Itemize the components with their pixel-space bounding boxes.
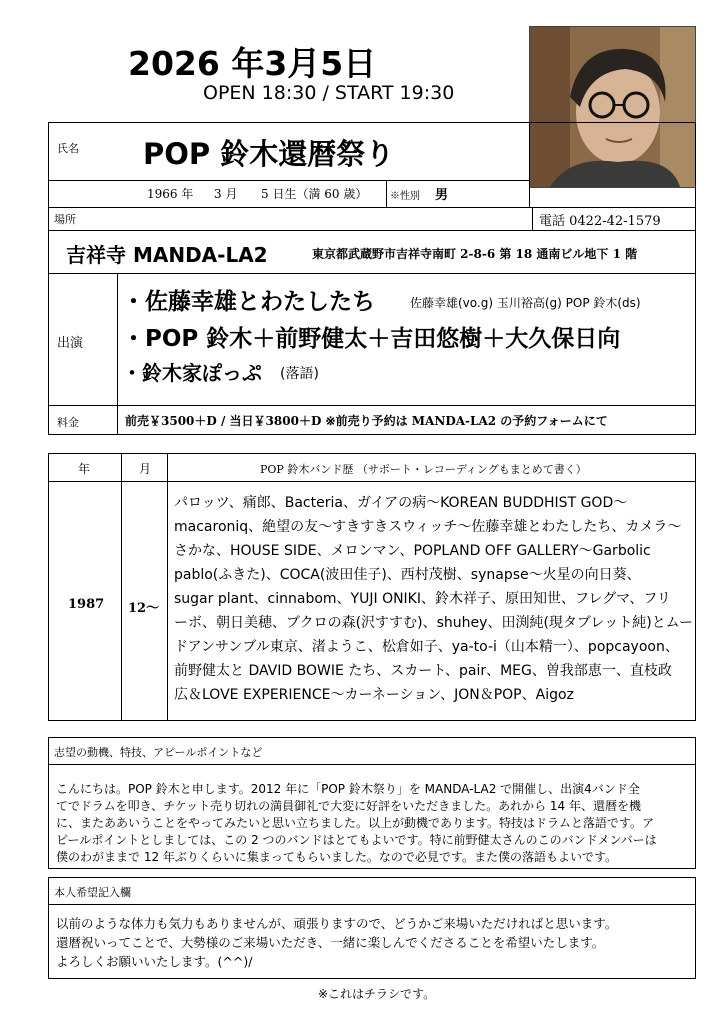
history-line: さかな、HOUSE SIDE、メロンマン、POPLAND OFF GALLERY～Garbolic (174, 543, 651, 559)
request-line: 以前のような体力も気力もありませんが、頑張りますので、どうかご来場いただければと思います。 (56, 916, 618, 931)
history-line: 前野健太と DAVID BOWIE たち、スカート、pair、MEG、曽我部恵一、直枝政 (174, 663, 672, 679)
birth-month: 3 月 (214, 187, 238, 201)
motivation-text (56, 781, 696, 866)
performer-1-members: 佐藤幸雄(vo.g) 玉川裕高(g) POP 鈴木(ds) (410, 296, 641, 310)
fee-value: 前売￥3500＋D / 当日￥3800＋D ※前売り予約は MANDA-LA2 の予約フォームにて (125, 414, 608, 428)
history-line: ドアンサンブル東京、渚ようこ、松倉如子、ya-to-i（山本精一）、popcayoon、 (174, 639, 679, 655)
history-line: 広＆LOVE EXPERIENCE～カーネーション、JON＆POP、Aigoz (174, 687, 574, 703)
performer-1: ・佐藤幸雄とわたしたち (122, 289, 375, 315)
history-month: 12～ (128, 601, 160, 616)
performer-3-note: (落語) (280, 366, 319, 382)
fee-label: 料金 (57, 416, 79, 429)
event-date: 2026 年3月5日 (128, 44, 377, 83)
motivation-line: に、またああいうことをやってみたいと思い立ちました。以上が動機であります。特技はドラムと落語です。ア (56, 816, 654, 830)
history-col-title: POP 鈴木バンド歴 （サポート・レコーディングもまとめて書く） (260, 463, 587, 476)
open-start-time: OPEN 18:30 / START 19:30 (203, 82, 455, 104)
history-col-year: 年 (78, 462, 91, 476)
motivation-line: 僕のわがままで 12 年ぶりくらいに集まってもらいました。なので必見です。また僕の落語もよいです。 (56, 850, 617, 864)
history-line: macaroniq、絶望の友～すきすきスウィッチ～佐藤幸雄とわたしたち、カメラ～ (174, 519, 682, 535)
history-line: sugar plant、cinnabom、YUJI ONIKI、鈴木祥子、原田知世、フレグマ、フリ (174, 591, 671, 607)
flyer-note: ※これはチラシです。 (318, 987, 436, 1001)
request-line: よろしくお願いいたします。(^^)/ (56, 954, 253, 969)
gender-label: ※性別 (390, 191, 420, 202)
birth-year: 1966 年 (147, 187, 194, 201)
history-line: pablo(ふきた)、COCA(波田佳子)、西村茂樹、synapse～火星の向日葵、 (174, 567, 641, 583)
band-history-list (174, 491, 694, 707)
phone-number: 電話 0422-42-1579 (539, 214, 661, 229)
venue-name: 吉祥寺 MANDA-LA2 (66, 243, 268, 267)
performer-2: ・POP 鈴木＋前野健太＋吉田悠樹＋大久保日向 (122, 326, 621, 352)
place-label: 場所 (54, 213, 76, 226)
motivation-line: てでドラムを叩き、チケット売り切れの満員御礼で大変に好評をいただきました。あれから 14 年、還暦を機 (56, 799, 641, 813)
history-line: パロッツ、痛郎、Bacteria、ガイアの病～KOREAN BUDDHIST GOD～ (174, 495, 628, 511)
event-title: POP 鈴木還暦祭り (143, 137, 395, 171)
performers-label: 出演 (57, 336, 84, 351)
name-label: 氏名 (57, 142, 79, 155)
request-label: 本人希望記入欄 (54, 886, 131, 899)
request-text (56, 914, 686, 971)
gender-value: 男 (435, 188, 449, 203)
motivation-line: ピールポイントとしましては、この 2 つのバンドはとてもよいです。特に前野健太さんのこのバンドメンバーは (56, 833, 657, 847)
motivation-line: こんにちは。POP 鈴木と申します。2012 年に「POP 鈴木祭り」を MANDA-LA2 で開催し、出演4バンド全 (56, 782, 640, 796)
venue-address: 東京都武蔵野市吉祥寺南町 2-8-6 第 18 通南ビル地下 1 階 (312, 247, 638, 261)
history-col-month: 月 (139, 462, 152, 476)
birth-day-age: 5 日生（満 60 歳） (261, 187, 368, 201)
history-year: 1987 (68, 597, 105, 612)
performer-3: ・鈴木家ぽっぷ (122, 361, 262, 385)
history-line: ーボ、朝日美穂、ブクロの森(沢すすむ)、shuhey、田渕純(現タブレット純)とムー (174, 615, 693, 631)
motivation-label: 志望の動機、特技、アピールポイントなど (54, 746, 263, 759)
request-line: 還暦祝いってことで、大勢様のご来場いただき、一緒に楽しんでくださることを希望いたします。 (56, 935, 605, 950)
